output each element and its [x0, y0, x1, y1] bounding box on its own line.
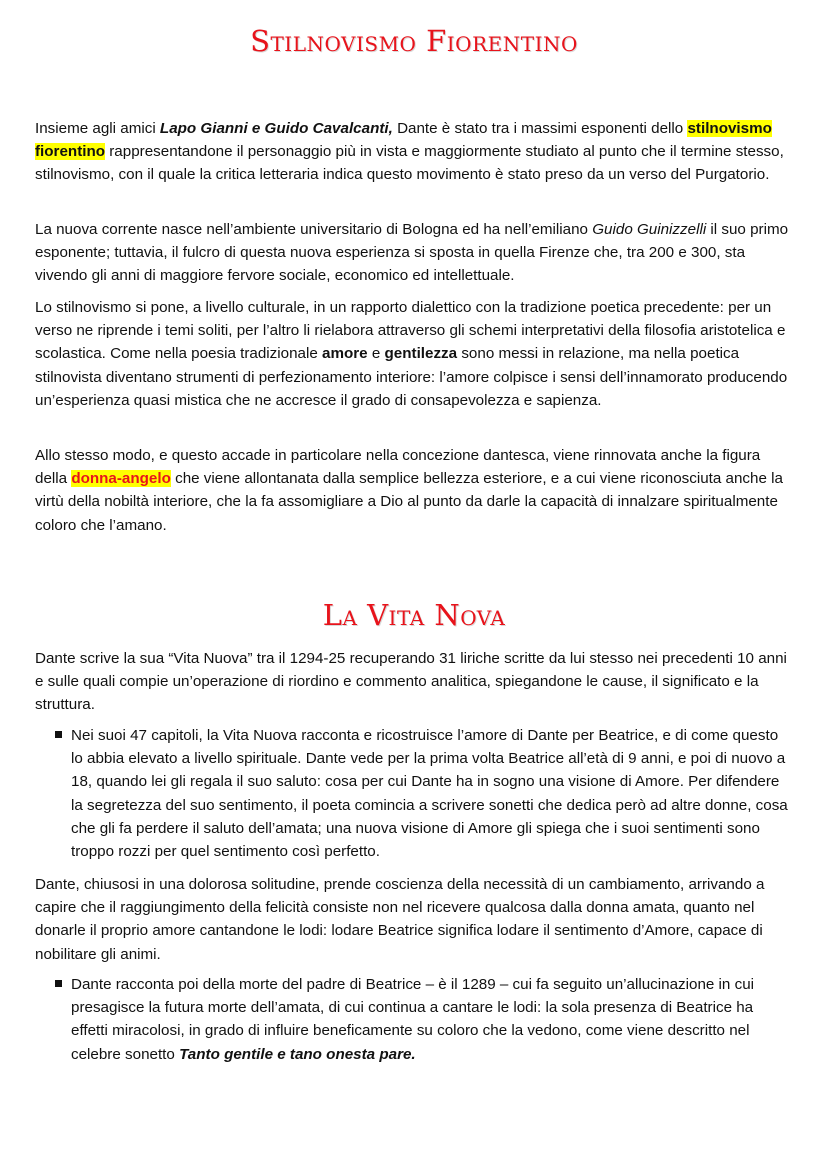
bullet-item-capitoli	[71, 724, 791, 863]
text-run: Allo stesso modo, e questo accade in particolare nella concezione dantesca, viene rinnovata anche la figura della	[35, 447, 761, 488]
text-run: rappresentandone il personaggio più in vista e maggiormente studiato al punto che il termine stesso, stilnovismo, con il quale la critica letteraria indica questo movimento è stato preso da un verso del Purgatorio.	[35, 143, 784, 184]
guinizzelli-name: Guido Guinizzelli	[592, 221, 707, 238]
section-title-stilnovismo: Stilnovismo Fiorentino	[250, 24, 578, 58]
text-run: e	[367, 345, 385, 363]
bullet-text: Nei suoi 47 capitoli, la Vita Nuova racconta e ricostruisce l’amore di Dante per Beatrice, e di come questo lo abbia elevato a livello spirituale. Dante vede per la prima volta Beatrice all’età di 9 anni, e poi di nuovo a 18, quando lei gli regala il suo saluto: cosa per cui Dante ha in sogno una visione di Amore. Per difendere la segretezza del suo sentimento, il poeta comincia a scrivere sonetti che dedica però ad altre donne, cosa che gli fa perdere il saluto dell’amata; una nuova visione di Amore gli spiega che i suoi sentimenti sono troppo rozzi per quel sentimento così perfetto.	[71, 727, 788, 861]
text-run: sono messi in relazione, ma nella poetica stilnovista diventano strumenti di perfezionamento interiore: l’amore colpisce i sensi dell’innamorato producendo un’esperienza quasi mistica che ne accresce il grado di consapevolezza e sapienza.	[35, 345, 788, 409]
section-title-vita-nova: La Vita Nova	[322, 598, 506, 632]
paragraph-vita-nuova-intro: Dante scrive la sua “Vita Nuova” tra il 1294-25 recuperando 31 liriche scritte da lui stesso nei precedenti 10 anni e sulle quali compie un’operazione di riordino e commento analitica, spiegandone le cause, il significato e la struttura.	[35, 650, 787, 714]
sonnet-title: Tanto gentile e tano onesta pare.	[179, 1045, 416, 1063]
text-run: che viene allontanata dalla semplice bellezza esteriore, e a cui viene riconosciuta anche la virtù della nobiltà interiore, che la fa assomigliare a Dio al punto da darle la capacità di innalzare spiritualmente coloro che l’amano.	[35, 470, 783, 534]
bullet-square-icon	[55, 980, 62, 987]
paragraph-donna-angelo	[35, 444, 790, 537]
text-run: Lo stilnovismo si pone, a livello culturale, in un rapporto dialettico con la tradizione poetica precedente: per un verso ne riprende i temi soliti, per l’altro li rielabora attraverso gli schemi interpretativi della filosofia aristotelica e scolastica. Come nella poesia tradizionale	[35, 299, 786, 363]
paragraph-dialettico	[35, 296, 790, 412]
bullet-text: Dante racconta poi della morte del padre di Beatrice – è il 1289 – cui fa seguito un’allucinazione in cui presagisce la futura morte dell’amata, di cui continua a cantare le lodi: la sola presenza di Beatrice ha effetti miracolosi, in grado di influire beneficamente su coloro che la vedono, come viene descritto nel celebre sonetto	[71, 976, 755, 1063]
text-run: Insieme agli amici	[35, 120, 160, 137]
text-run: La nuova corrente nasce nell’ambiente universitario di Bologna ed ha nell’emiliano	[35, 221, 593, 238]
paragraph-solitudine: Dante, chiusosi in una dolorosa solitudine, prende coscienza della necessità di un cambiamento, arrivando a capire che il raggiungimento della felicità consiste non nel ricevere qualcosa dalla donna amata, quanto nel donarle il proprio amore cantandone le lodi: lodare Beatrice significa lodare il sentimento d’Amore, capace di nobilitare gli animi.	[35, 876, 765, 963]
text-run: il suo primo esponente; tuttavia, il fulcro di questa nuova esperienza si sposta in quella Firenze che, tra 200 e 300, sta vivendo gli anni di maggiore fervore sociale, economico ed intellettuale.	[35, 221, 789, 285]
bullet-item-morte-padre	[71, 973, 791, 1066]
bullet-square-icon	[55, 731, 62, 738]
bold-amore: amore	[322, 345, 368, 363]
text-run: Dante è stato tra i massimi esponenti dello	[392, 120, 688, 137]
bold-gentilezza: gentilezza	[384, 345, 458, 363]
paragraph-intro	[35, 117, 790, 187]
paragraph-bologna	[35, 218, 790, 288]
poets-names: Lapo Gianni e Guido Cavalcanti,	[159, 120, 393, 137]
highlight-stilnovismo: stilnovismo fiorentino	[35, 120, 772, 161]
highlight-donna-angelo: donna-angelo	[71, 470, 171, 488]
